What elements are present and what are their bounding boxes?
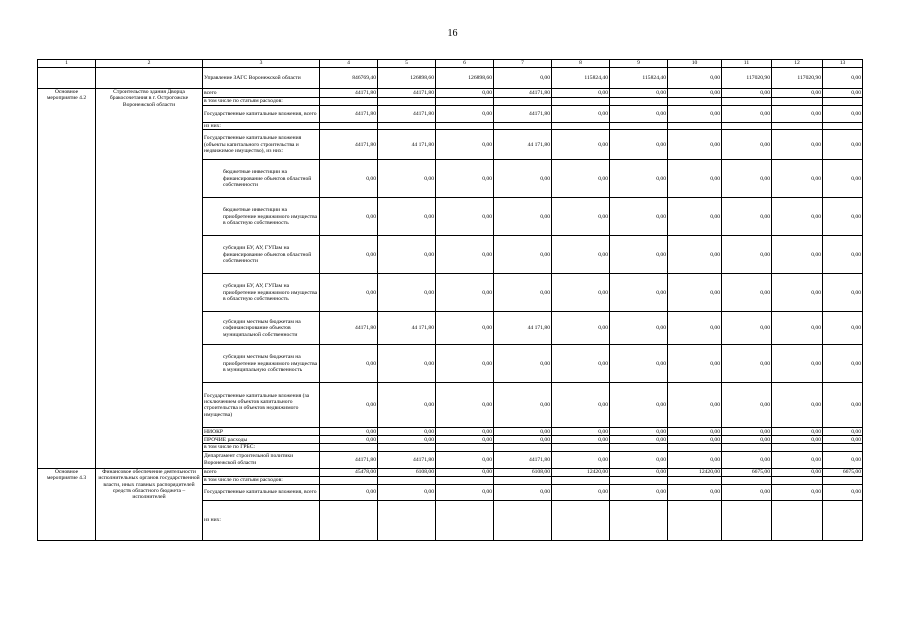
value-cell: 0,00 [436, 198, 494, 236]
value-cell [610, 98, 668, 106]
value-cell: 0,00 [772, 468, 823, 476]
value-cell [436, 98, 494, 106]
value-cell: 0,00 [823, 345, 863, 383]
value-cell: 0,00 [320, 274, 378, 312]
value-cell [668, 476, 722, 484]
value-cell: 0,00 [494, 436, 552, 444]
value-cell: 846769,40 [320, 68, 378, 89]
value-cell: 6675,00 [722, 468, 772, 476]
value-cell: 0,00 [610, 468, 668, 476]
value-cell [436, 500, 494, 540]
value-cell [552, 98, 610, 106]
value-cell [494, 98, 552, 106]
table-row [38, 468, 863, 476]
activity-name: Основное мероприятие 4.3 [38, 468, 96, 540]
value-cell: 44 171,80 [494, 312, 552, 345]
value-cell [722, 500, 772, 540]
header-cell: 8 [552, 60, 610, 68]
value-cell: 0,00 [772, 274, 823, 312]
value-cell [668, 98, 722, 106]
value-cell: 0,00 [668, 451, 722, 468]
value-cell: 0,00 [320, 383, 378, 428]
value-cell [552, 476, 610, 484]
value-cell: 0,00 [722, 383, 772, 428]
value-cell: 0,00 [823, 383, 863, 428]
cell-empty [96, 68, 203, 89]
value-cell [378, 500, 436, 540]
value-cell: 117020,90 [722, 68, 772, 89]
value-cell: 0,00 [772, 484, 823, 500]
row-label: субсидии БУ, АУ, ГУПам на приобретение недвижимого имущества в областную собственность [203, 274, 320, 312]
value-cell: 0,00 [552, 436, 610, 444]
value-cell: 0,00 [552, 89, 610, 98]
value-cell: 0,00 [378, 274, 436, 312]
value-cell: 0,00 [772, 130, 823, 160]
value-cell: 0,00 [320, 436, 378, 444]
value-cell: 0,00 [436, 89, 494, 98]
value-cell [610, 476, 668, 484]
header-cell: 13 [823, 60, 863, 68]
value-cell: 0,00 [823, 130, 863, 160]
value-cell: 0,00 [610, 451, 668, 468]
value-cell: 0,00 [823, 312, 863, 345]
value-cell: 0,00 [378, 198, 436, 236]
value-cell [772, 98, 823, 106]
value-cell: 0,00 [552, 484, 610, 500]
value-cell: 0,00 [722, 484, 772, 500]
value-cell: 0,00 [552, 198, 610, 236]
value-cell: 0,00 [378, 345, 436, 383]
value-cell: 0,00 [668, 484, 722, 500]
activity-description: Строительство здания Дворца бракосочетания в г. Острогожске Воронежской области [96, 89, 203, 469]
value-cell [320, 476, 378, 484]
value-cell: 0,00 [722, 451, 772, 468]
row-label: всего [203, 89, 320, 98]
row-label: Департамент строительной политики Воронежской области [203, 451, 320, 468]
activity-description: Финансовое обеспечение деятельности исполнительных органов государственной власти, иных главных распорядителей средств областного бюджета – исполнителей [96, 468, 203, 540]
value-cell [772, 444, 823, 451]
value-cell: 0,00 [823, 89, 863, 98]
value-cell: 0,00 [772, 236, 823, 274]
value-cell: 0,00 [610, 130, 668, 160]
value-cell: 0,00 [436, 345, 494, 383]
value-cell [668, 500, 722, 540]
value-cell [722, 444, 772, 451]
value-cell: 0,00 [378, 428, 436, 436]
value-cell: 45478,00 [320, 468, 378, 476]
row-label: из них: [203, 500, 320, 540]
value-cell: 0,00 [668, 236, 722, 274]
value-cell: 0,00 [610, 274, 668, 312]
value-cell: 0,00 [494, 68, 552, 89]
value-cell [494, 500, 552, 540]
header-row [38, 60, 863, 68]
value-cell: 44 171,80 [494, 130, 552, 160]
value-cell: 44 171,80 [378, 312, 436, 345]
row-label: бюджетные инвестиции на приобретение недвижимого имущества в областную собственность [203, 198, 320, 236]
value-cell: 0,00 [823, 428, 863, 436]
row-label: Государственные капитальные вложения, всего [203, 484, 320, 500]
value-cell: 0,00 [436, 451, 494, 468]
value-cell: 115824,40 [610, 68, 668, 89]
value-cell [823, 476, 863, 484]
value-cell: 0,00 [722, 274, 772, 312]
value-cell: 0,00 [772, 383, 823, 428]
header-cell: 5 [378, 60, 436, 68]
value-cell [436, 123, 494, 130]
row-label: в том числе по статьям расходов: [203, 476, 320, 484]
value-cell: 0,00 [552, 383, 610, 428]
cell-empty [38, 68, 96, 89]
header-cell: 7 [494, 60, 552, 68]
value-cell: 0,00 [772, 106, 823, 123]
value-cell [722, 98, 772, 106]
value-cell: 0,00 [722, 345, 772, 383]
row-label: в том числе по статьям расходов: [203, 98, 320, 106]
value-cell: 0,00 [494, 484, 552, 500]
value-cell: 12420,00 [668, 468, 722, 476]
value-cell: 0,00 [378, 236, 436, 274]
value-cell: 0,00 [722, 106, 772, 123]
value-cell: 0,00 [668, 130, 722, 160]
value-cell: 0,00 [668, 274, 722, 312]
value-cell [320, 444, 378, 451]
header-cell: 11 [722, 60, 772, 68]
row-label: Управление ЗАГС Воронежской области [203, 68, 320, 89]
value-cell: 0,00 [494, 383, 552, 428]
header-cell: 6 [436, 60, 494, 68]
value-cell [552, 500, 610, 540]
value-cell: 0,00 [552, 428, 610, 436]
value-cell: 6675,00 [823, 468, 863, 476]
value-cell: 0,00 [823, 484, 863, 500]
value-cell: 44171,80 [320, 312, 378, 345]
page-number: 16 [447, 28, 458, 39]
value-cell: 0,00 [552, 312, 610, 345]
value-cell: 0,00 [722, 436, 772, 444]
value-cell: 0,00 [436, 236, 494, 274]
value-cell: 44171,80 [320, 106, 378, 123]
value-cell: 0,00 [552, 160, 610, 198]
value-cell [494, 444, 552, 451]
value-cell [378, 123, 436, 130]
value-cell: 0,00 [610, 198, 668, 236]
value-cell: 0,00 [668, 383, 722, 428]
value-cell [378, 476, 436, 484]
value-cell: 117020,90 [772, 68, 823, 89]
value-cell: 0,00 [823, 436, 863, 444]
header-cell: 3 [203, 60, 320, 68]
value-cell: 0,00 [722, 130, 772, 160]
value-cell: 0,00 [320, 236, 378, 274]
row-label: НИОКР [203, 428, 320, 436]
row-label: в том числе по ГРБС: [203, 444, 320, 451]
value-cell: 0,00 [320, 428, 378, 436]
value-cell: 0,00 [378, 160, 436, 198]
header-cell: 12 [772, 60, 823, 68]
value-cell [610, 444, 668, 451]
value-cell [378, 444, 436, 451]
value-cell: 44171,80 [320, 130, 378, 160]
value-cell: 0,00 [668, 68, 722, 89]
value-cell: 0,00 [494, 428, 552, 436]
table-row [38, 68, 863, 89]
value-cell: 0,00 [552, 236, 610, 274]
value-cell: 0,00 [668, 345, 722, 383]
value-cell: 0,00 [772, 312, 823, 345]
value-cell: 0,00 [378, 484, 436, 500]
value-cell: 0,00 [436, 106, 494, 123]
value-cell: 0,00 [436, 468, 494, 476]
value-cell: 44171,80 [378, 89, 436, 98]
row-label: из них: [203, 123, 320, 130]
value-cell: 0,00 [823, 68, 863, 89]
value-cell: 0,00 [378, 383, 436, 428]
value-cell: 0,00 [668, 436, 722, 444]
value-cell: 0,00 [436, 383, 494, 428]
header-cell: 9 [610, 60, 668, 68]
value-cell: 0,00 [610, 484, 668, 500]
value-cell: 0,00 [772, 428, 823, 436]
value-cell: 0,00 [320, 198, 378, 236]
value-cell [610, 123, 668, 130]
value-cell [772, 476, 823, 484]
value-cell [823, 98, 863, 106]
value-cell: 0,00 [610, 89, 668, 98]
row-label: субсидии БУ, АУ, ГУПам на финансирование объектов областной собственности [203, 236, 320, 274]
value-cell: 0,00 [722, 198, 772, 236]
value-cell: 0,00 [320, 345, 378, 383]
value-cell: 0,00 [772, 198, 823, 236]
value-cell: 0,00 [722, 89, 772, 98]
value-cell: 0,00 [668, 198, 722, 236]
value-cell [494, 476, 552, 484]
value-cell: 0,00 [552, 274, 610, 312]
value-cell: 0,00 [436, 436, 494, 444]
value-cell: 0,00 [436, 428, 494, 436]
value-cell: 0,00 [610, 383, 668, 428]
value-cell: 0,00 [494, 160, 552, 198]
value-cell: 0,00 [436, 312, 494, 345]
table-row [38, 89, 863, 98]
value-cell: 0,00 [823, 236, 863, 274]
budget-table [37, 59, 863, 541]
value-cell: 0,00 [436, 160, 494, 198]
value-cell: 6108,00 [494, 468, 552, 476]
value-cell: 126898,60 [436, 68, 494, 89]
value-cell: 0,00 [722, 312, 772, 345]
value-cell: 0,00 [320, 484, 378, 500]
value-cell [610, 500, 668, 540]
header-cell: 10 [668, 60, 722, 68]
value-cell: 44171,80 [494, 451, 552, 468]
value-cell: 0,00 [552, 130, 610, 160]
value-cell: 115824,40 [552, 68, 610, 89]
value-cell: 0,00 [668, 160, 722, 198]
value-cell: 0,00 [823, 274, 863, 312]
row-label: бюджетные инвестиции на финансирование объектов областной собственности [203, 160, 320, 198]
value-cell: 126898,60 [378, 68, 436, 89]
value-cell: 0,00 [668, 312, 722, 345]
value-cell [552, 123, 610, 130]
value-cell: 0,00 [436, 130, 494, 160]
value-cell: 0,00 [610, 345, 668, 383]
value-cell: 0,00 [610, 106, 668, 123]
row-label: субсидии местным бюджетам на софинансирование объектов муниципальной собственности [203, 312, 320, 345]
activity-name: Основное мероприятие 4.2 [38, 89, 96, 469]
value-cell: 0,00 [823, 106, 863, 123]
value-cell: 0,00 [610, 236, 668, 274]
value-cell: 0,00 [722, 236, 772, 274]
value-cell [668, 123, 722, 130]
value-cell: 0,00 [668, 106, 722, 123]
value-cell: 0,00 [772, 451, 823, 468]
row-label: Государственные капитальные вложения (за исключением объектов капитального строительства и объектов недвижимого имущества) [203, 383, 320, 428]
value-cell [668, 444, 722, 451]
value-cell: 44171,80 [494, 106, 552, 123]
value-cell: 44171,80 [378, 451, 436, 468]
value-cell: 0,00 [823, 198, 863, 236]
value-cell: 0,00 [610, 428, 668, 436]
value-cell [320, 123, 378, 130]
header-cell: 1 [38, 60, 96, 68]
value-cell [436, 476, 494, 484]
value-cell [436, 444, 494, 451]
value-cell: 44171,80 [320, 451, 378, 468]
value-cell: 0,00 [494, 274, 552, 312]
row-label: ПРОЧИЕ расходы [203, 436, 320, 444]
value-cell: 0,00 [823, 451, 863, 468]
value-cell: 0,00 [436, 274, 494, 312]
value-cell: 0,00 [494, 345, 552, 383]
value-cell: 0,00 [552, 106, 610, 123]
header-cell: 4 [320, 60, 378, 68]
value-cell: 6108,00 [378, 468, 436, 476]
value-cell [772, 500, 823, 540]
value-cell: 44 171,80 [378, 130, 436, 160]
row-label: всего [203, 468, 320, 476]
value-cell [823, 123, 863, 130]
value-cell: 0,00 [772, 436, 823, 444]
value-cell: 44171,80 [320, 89, 378, 98]
value-cell [494, 123, 552, 130]
value-cell: 12420,00 [552, 468, 610, 476]
value-cell: 0,00 [722, 428, 772, 436]
value-cell: 0,00 [494, 236, 552, 274]
value-cell: 0,00 [378, 436, 436, 444]
value-cell [823, 444, 863, 451]
value-cell [378, 98, 436, 106]
row-label: Государственные капитальные вложения (объекты капитального строительства и недвижимое имущество), из них: [203, 130, 320, 160]
value-cell: 0,00 [772, 345, 823, 383]
value-cell: 0,00 [610, 160, 668, 198]
value-cell [722, 476, 772, 484]
value-cell [320, 500, 378, 540]
header-cell: 2 [96, 60, 203, 68]
value-cell: 0,00 [722, 160, 772, 198]
value-cell: 0,00 [610, 436, 668, 444]
value-cell: 0,00 [552, 451, 610, 468]
value-cell: 44171,80 [494, 89, 552, 98]
value-cell: 0,00 [494, 198, 552, 236]
row-label: Государственные капитальные вложения, всего [203, 106, 320, 123]
value-cell [823, 500, 863, 540]
value-cell: 0,00 [668, 89, 722, 98]
value-cell: 0,00 [552, 345, 610, 383]
value-cell: 0,00 [610, 312, 668, 345]
value-cell [552, 444, 610, 451]
value-cell: 0,00 [772, 89, 823, 98]
value-cell: 0,00 [436, 484, 494, 500]
value-cell: 0,00 [320, 160, 378, 198]
value-cell [320, 98, 378, 106]
value-cell [772, 123, 823, 130]
value-cell: 0,00 [668, 428, 722, 436]
row-label: субсидии местным бюджетам на приобретение недвижимого имущества в муниципальную собственность [203, 345, 320, 383]
value-cell: 0,00 [823, 160, 863, 198]
value-cell: 0,00 [772, 160, 823, 198]
value-cell: 44171,80 [378, 106, 436, 123]
value-cell [722, 123, 772, 130]
